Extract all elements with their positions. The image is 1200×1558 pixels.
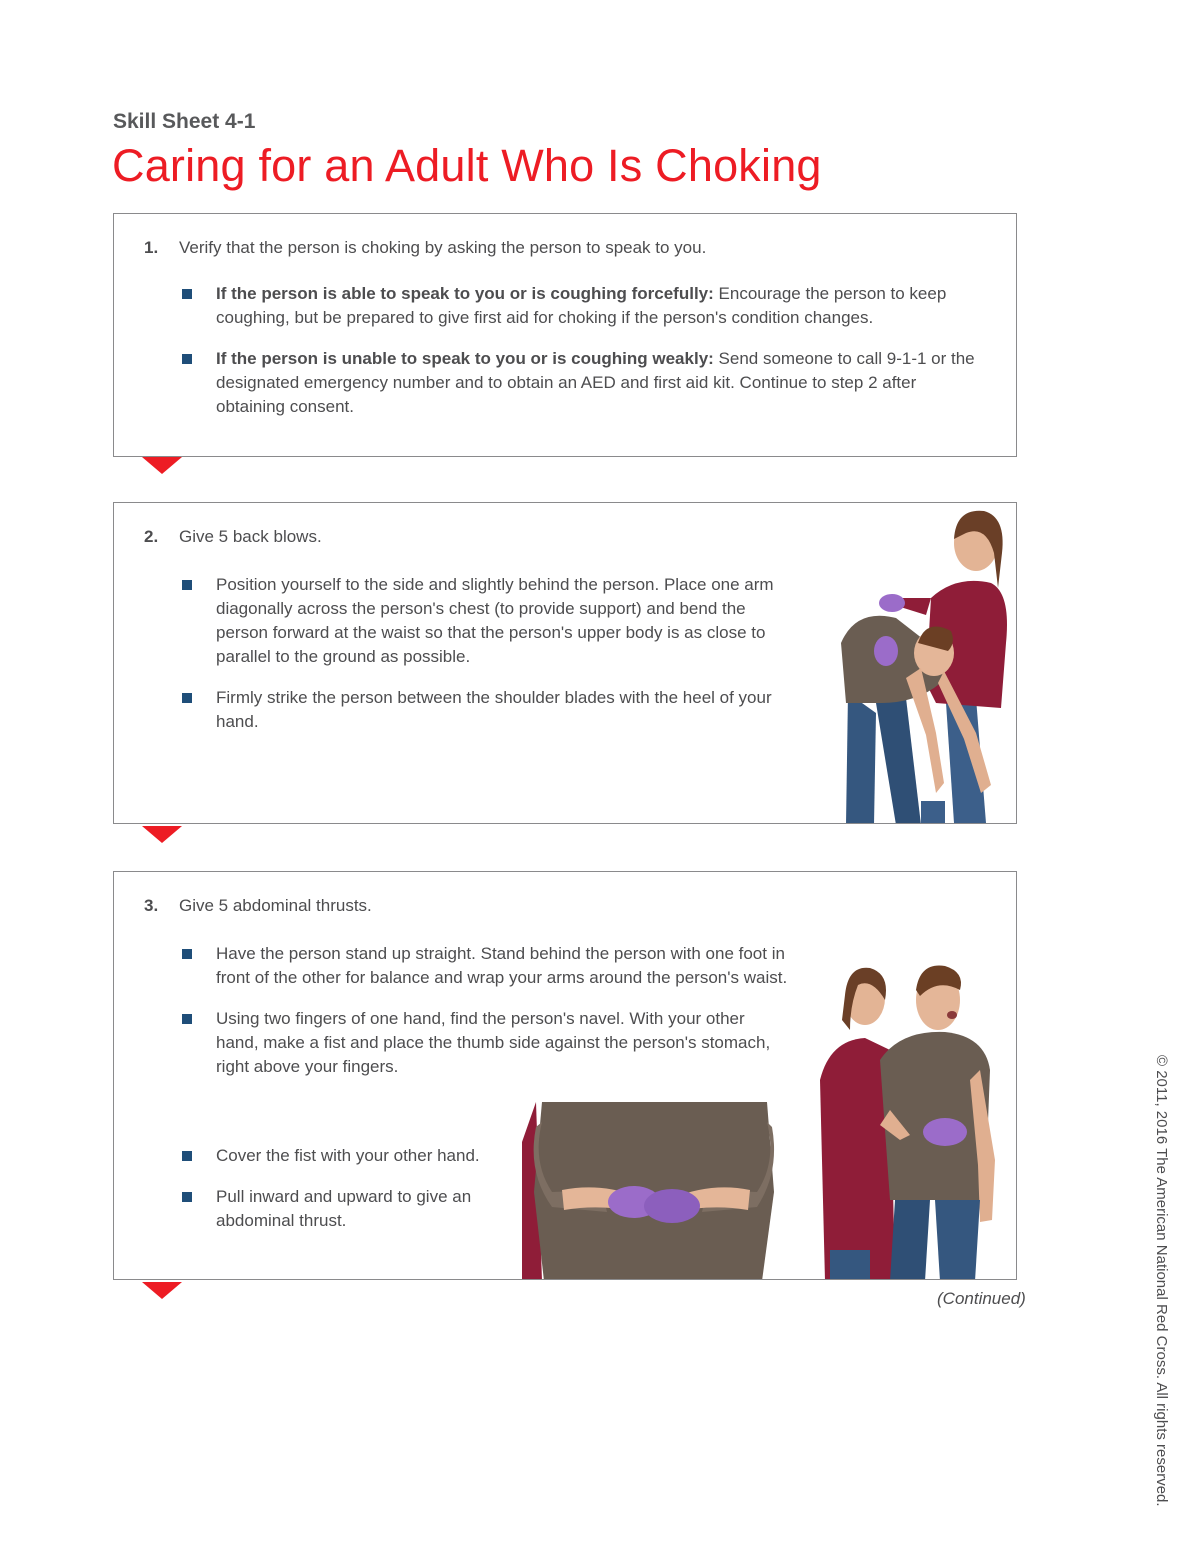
list-item [180,1007,790,1079]
step-3-heading [144,894,372,918]
step-1-box [113,213,1017,457]
step-number: 3. [144,896,159,915]
square-bullet-icon [182,693,192,703]
step-1-heading [144,236,706,260]
step-2-heading [144,525,322,549]
step-2-box [113,502,1017,824]
square-bullet-icon [182,1192,192,1202]
continued-note: (Continued) [937,1289,1026,1308]
bullet-text: Firmly strike the person between the shoulder blades with the heel of your hand. [216,688,772,731]
square-bullet-icon [182,1151,192,1161]
list-item [180,942,790,990]
bullet-text: Using two fingers of one hand, find the person's navel. With your other hand, make a fist and place the thumb side against the person's stomach, right above your fingers. [216,1009,771,1076]
square-bullet-icon [182,580,192,590]
step-3-arrow-icon [142,1282,182,1299]
step-heading-text: Verify that the person is choking by asking the person to speak to you. [179,238,707,257]
square-bullet-icon [182,949,192,959]
step-1-arrow-icon [142,457,182,474]
bullet-text: Encourage the person to keep coughing, but be prepared to give first aid for choking if the person's condition changes. [216,284,947,327]
list-item [180,1144,500,1168]
square-bullet-icon [182,354,192,364]
square-bullet-icon [182,1014,192,1024]
list-item [180,686,800,734]
back-blows-photo [826,503,1017,824]
step-number: 2. [144,527,159,546]
bullet-text: Pull inward and upward to give an abdominal thrust. [216,1187,472,1230]
list-item [180,573,800,669]
bullet-text: Have the person stand up straight. Stand behind the person with one foot in front of the other for balance and wrap your arms around the person's waist. [216,944,788,987]
step-3-bullets-narrow [180,1144,500,1250]
step-heading-text: Give 5 back blows. [179,527,322,546]
step-heading-text: Give 5 abdominal thrusts. [179,896,372,915]
bullet-text: Position yourself to the side and slightly behind the person. Place one arm diagonally across the person's chest (to provide support) and bend the person forward at the waist so that the person's upper body is as close to parallel to the ground as possible. [216,575,774,666]
copyright-notice: © 2011, 2016 The American National Red Cross. All rights reserved. [1153,1055,1170,1507]
skill-sheet-label: Skill Sheet 4-1 [113,110,256,133]
list-item [180,347,980,419]
list-item [180,282,980,330]
step-2-bullets [180,573,800,751]
bullet-text: Cover the fist with your other hand. [216,1146,480,1165]
step-number: 1. [144,238,159,257]
step-3-box [113,871,1017,1280]
step-2-arrow-icon [142,826,182,843]
step-1-bullets [180,282,980,436]
abdominal-thrusts-photo [820,960,1017,1280]
square-bullet-icon [182,289,192,299]
step-3-bullets-wide [180,942,790,1096]
bullet-text: Send someone to call 9-1-1 or the designated emergency number and to obtain an AED and first aid kit. Continue to step 2 after obtaining consent. [216,349,975,416]
list-item [180,1185,500,1233]
hand-placement-closeup-photo [522,1102,784,1280]
bullet-lead: If the person is unable to speak to you or is coughing weakly: [216,349,714,368]
bullet-lead: If the person is able to speak to you or is coughing forcefully: [216,284,714,303]
page-title: Caring for an Adult Who Is Choking [112,140,822,191]
